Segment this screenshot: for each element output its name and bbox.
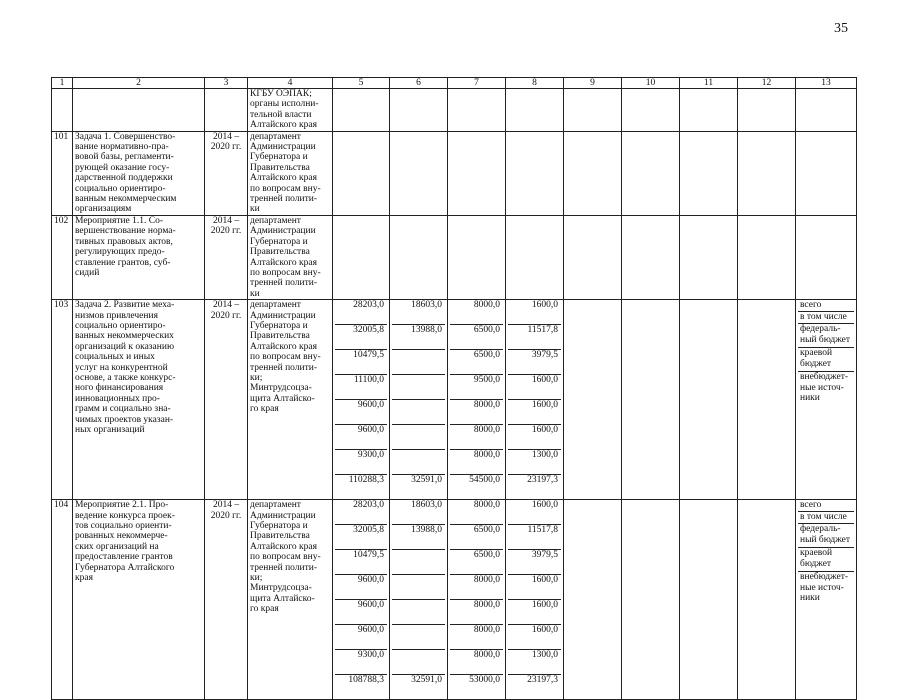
text-line: департамент	[250, 215, 301, 226]
funding-source-label	[798, 512, 854, 524]
value-column	[564, 500, 622, 700]
text-line: Администрации	[250, 226, 316, 237]
text-line: вовой базы, регламенти-	[75, 152, 174, 163]
header-row	[52, 78, 857, 89]
value-federal: 11517,8	[508, 325, 561, 350]
text-line: края	[75, 572, 93, 583]
value-regional: 6500,0	[450, 550, 503, 575]
text-line: по вопросам вну-	[250, 552, 321, 563]
text-line: 2014 –	[212, 215, 240, 226]
task-title	[73, 215, 205, 299]
text-line: департамент	[250, 131, 301, 142]
text-line: Правительства	[250, 162, 310, 173]
text-line: ных организаций	[75, 425, 145, 435]
value-regional: 10479,5	[335, 350, 387, 375]
value-column	[448, 300, 506, 500]
value-undefined: 108788,3	[348, 675, 384, 686]
value-undefined: 8000,0	[450, 625, 503, 650]
executor-cell	[248, 300, 333, 500]
value-federal: 32005,8	[335, 325, 387, 350]
text-line: по вопросам вну-	[250, 267, 321, 278]
value-federal: 11517,8	[508, 525, 561, 550]
value-total: 8000,0	[450, 500, 503, 525]
text-line: 2014 –	[212, 131, 240, 142]
text-line: организаций к оказанию	[75, 341, 175, 352]
text-line: щита Алтайско-	[250, 593, 315, 604]
value-undefined	[392, 650, 445, 675]
header-cell: 10	[622, 78, 680, 89]
value-column	[390, 300, 448, 500]
text-line: го края	[250, 604, 279, 615]
value-undefined: 1600,0	[508, 425, 561, 450]
text-line: бюджет	[800, 558, 832, 569]
value-federal: 13988,0	[392, 525, 445, 550]
text-line: Алтайского края	[250, 120, 318, 131]
value-undefined: 53000,0	[469, 675, 500, 686]
value-undefined: 8000,0	[450, 400, 503, 425]
text-line: департамент	[250, 300, 301, 311]
value-column	[506, 300, 564, 500]
text-line: ки	[250, 288, 260, 299]
text-line: социальных и иных	[75, 352, 155, 363]
text-line: предоставление грантов	[75, 552, 173, 563]
value-federal: 6500,0	[450, 525, 503, 550]
source-column	[796, 300, 857, 500]
text-line: Губернатора Алтайского	[75, 562, 175, 573]
text-line: социально ориентиро-	[75, 320, 166, 331]
text-line: социально ориентиро-	[75, 183, 166, 194]
value-extrabudget: 1600,0	[508, 375, 561, 400]
text-line: ный бюджет	[800, 534, 851, 545]
value-undefined: 8000,0	[450, 425, 503, 450]
text-line: Губернатора и	[250, 520, 308, 531]
value-regional: 3979,5	[508, 350, 561, 375]
text-line: 2014 –	[212, 500, 240, 511]
text-line: тренней полити-	[250, 362, 318, 373]
value-total: 18603,0	[392, 500, 445, 525]
value-undefined: 1600,0	[508, 625, 561, 650]
header-cell: 13	[796, 78, 857, 89]
text-line: ные источ-	[800, 582, 844, 593]
text-line: Губернатора и	[250, 320, 308, 331]
value-undefined: 9600,0	[335, 425, 387, 450]
value-regional: 6500,0	[450, 350, 503, 375]
text-line: ванных некоммерческих	[75, 331, 174, 342]
value-undefined: 9300,0	[335, 650, 387, 675]
value-column	[390, 500, 448, 700]
value-undefined: 9600,0	[335, 625, 387, 650]
value-extrabudget: 11100,0	[335, 375, 387, 400]
value-extrabudget	[392, 575, 445, 600]
text-line: ные источ-	[800, 382, 844, 393]
value-total: 28203,0	[335, 300, 387, 325]
text-line: тивных правовых актов,	[75, 236, 173, 247]
text-line: Правительства	[250, 531, 310, 542]
text-line: грамм и социально зна-	[75, 404, 171, 415]
header-cell: 8	[506, 78, 564, 89]
text-line: инновационных про-	[75, 393, 160, 404]
text-line: 2020 гг.	[210, 310, 242, 321]
value-undefined: 8000,0	[450, 450, 503, 475]
text-line: ный бюджет	[800, 334, 851, 345]
value-column	[564, 300, 622, 500]
value-column	[448, 500, 506, 700]
text-line: 2020 гг.	[210, 226, 242, 237]
text-line: регулирующих предо-	[75, 247, 165, 258]
value-regional: 3979,5	[508, 550, 561, 575]
value-undefined	[392, 625, 445, 650]
program-table	[51, 77, 857, 700]
value-federal: 6500,0	[450, 325, 503, 350]
text-line: органы исполни-	[250, 99, 319, 110]
text-line: 2014 –	[212, 300, 240, 311]
text-line: КГБУ ОЭПАК;	[250, 89, 312, 99]
row-number: 103	[52, 300, 73, 500]
value-column	[622, 300, 680, 500]
text-line: Губернатора и	[250, 152, 308, 163]
text-line: Правительства	[250, 331, 310, 342]
text-line: дарственной поддержки	[75, 173, 173, 184]
text-line: услуг на конкурентной	[75, 362, 168, 373]
value-extrabudget: 1600,0	[508, 575, 561, 600]
table-row-102	[52, 215, 857, 299]
text-line: щита Алтайско-	[250, 393, 315, 404]
value-undefined: 32591,0	[411, 675, 442, 686]
funding-source-label	[798, 324, 854, 348]
text-line: ники	[800, 392, 820, 403]
header-cell: 1	[52, 78, 73, 89]
value-undefined	[392, 450, 445, 475]
table-row-103	[52, 300, 857, 500]
text-line: тренней полити-	[250, 278, 318, 289]
header-cell: 2	[73, 78, 205, 89]
value-total: 18603,0	[392, 300, 445, 325]
header-cell: 7	[448, 78, 506, 89]
period-cell	[205, 131, 248, 215]
text-line: сидий	[75, 267, 100, 278]
text-line: организациям	[75, 204, 132, 215]
value-undefined: 1300,0	[508, 650, 561, 675]
text-line: 2020 гг.	[210, 142, 242, 153]
text-line: внебюджет-	[800, 372, 849, 383]
value-extrabudget: 9600,0	[335, 575, 387, 600]
value-column	[680, 500, 738, 700]
value-regional	[392, 350, 445, 375]
value-federal: 32005,8	[335, 525, 387, 550]
text-line: Минтрудсоцза-	[250, 383, 312, 394]
value-undefined: 8000,0	[450, 650, 503, 675]
value-regional: 10479,5	[335, 550, 387, 575]
text-line: в том числе	[800, 512, 847, 523]
value-column	[622, 500, 680, 700]
text-line: Алтайского края	[250, 541, 318, 552]
value-total: 8000,0	[450, 300, 503, 325]
period-cell	[205, 300, 248, 500]
row-number: 104	[52, 500, 73, 700]
value-undefined: 9600,0	[335, 400, 387, 425]
value-federal: 13988,0	[392, 325, 445, 350]
text-line: рованных некоммерче-	[75, 531, 168, 542]
text-line: тренней полити-	[250, 194, 318, 205]
text-line: ного финансирования	[75, 383, 164, 394]
text-line: ки;	[250, 372, 263, 383]
executor-cell	[248, 89, 333, 132]
text-line: всего	[800, 300, 822, 311]
funding-source-label	[798, 548, 854, 572]
text-line: внебюджет-	[800, 572, 849, 583]
text-line: ставление грантов, суб-	[75, 257, 171, 268]
value-total: 28203,0	[335, 500, 387, 525]
value-undefined	[392, 600, 445, 625]
header-cell: 6	[390, 78, 448, 89]
header-cell: 3	[205, 78, 248, 89]
source-column	[796, 500, 857, 700]
text-line: Губернатора и	[250, 236, 308, 247]
text-line: всего	[800, 500, 822, 511]
task-title	[73, 300, 205, 500]
text-line: Алтайского края	[250, 341, 318, 352]
text-line: чимых проектов указан-	[75, 414, 174, 425]
text-line: ванным некоммерческим	[75, 194, 177, 205]
text-line: краевой	[800, 348, 833, 359]
row-number: 102	[52, 215, 73, 299]
value-undefined	[392, 425, 445, 450]
funding-source-label	[798, 372, 854, 418]
table-row-104	[52, 500, 857, 700]
funding-source-label	[798, 500, 854, 512]
value-extrabudget	[392, 375, 445, 400]
executor-cell	[248, 215, 333, 299]
value-column	[333, 300, 390, 500]
text-line: Алтайского края	[250, 173, 318, 184]
text-line: по вопросам вну-	[250, 352, 321, 363]
period-cell	[205, 500, 248, 700]
text-line: департамент	[250, 500, 301, 511]
text-line: Задача 2. Развитие меха-	[75, 300, 175, 311]
page-number: 35	[834, 21, 848, 36]
funding-source-label	[798, 524, 854, 548]
text-line: го края	[250, 404, 279, 415]
value-total: 1600,0	[508, 300, 561, 325]
text-line: Администрации	[250, 510, 316, 521]
header-cell: 11	[680, 78, 738, 89]
value-extrabudget: 9500,0	[450, 375, 503, 400]
value-undefined: 23197,3	[527, 475, 558, 486]
table-row-continuation	[52, 89, 857, 132]
value-column	[680, 300, 738, 500]
header-cell: 9	[564, 78, 622, 89]
text-line: вершенствование норма-	[75, 226, 176, 237]
task-title	[73, 131, 205, 215]
text-line: Алтайского края	[250, 257, 318, 268]
text-line: в том числе	[800, 312, 847, 323]
text-line: рующей оказание госу-	[75, 162, 170, 173]
value-extrabudget: 8000,0	[450, 575, 503, 600]
value-undefined: 1600,0	[508, 400, 561, 425]
text-line: ники	[800, 592, 820, 603]
text-line: федераль-	[800, 524, 841, 535]
funding-source-label	[798, 300, 854, 312]
text-line: Мероприятие 1.1. Со-	[75, 215, 164, 226]
text-line: Мероприятие 2.1. Про-	[75, 500, 169, 511]
executor-cell	[248, 131, 333, 215]
text-line: тренней полити-	[250, 562, 318, 573]
header-cell: 12	[738, 78, 796, 89]
text-line: вание нормативно-пра-	[75, 142, 169, 153]
text-line: тельной власти	[250, 109, 312, 120]
text-line: Минтрудсоцза-	[250, 583, 312, 594]
value-undefined: 110288,3	[348, 475, 384, 486]
text-line: Администрации	[250, 310, 316, 321]
value-column	[738, 500, 796, 700]
value-column	[506, 500, 564, 700]
funding-source-label	[798, 312, 854, 324]
value-column	[333, 500, 390, 700]
text-line: тов социально ориенти-	[75, 520, 172, 531]
text-line: низмов привлечения	[75, 310, 158, 321]
text-line: Администрации	[250, 142, 316, 153]
text-line: основе, а также конкурс-	[75, 372, 176, 383]
value-undefined: 1300,0	[508, 450, 561, 475]
text-line: 2020 гг.	[210, 510, 242, 521]
header-cell: 4	[248, 78, 333, 89]
header-cell: 5	[333, 78, 390, 89]
executor-cell	[248, 500, 333, 700]
period-cell	[205, 215, 248, 299]
value-total: 1600,0	[508, 500, 561, 525]
value-undefined: 23197,3	[527, 675, 558, 686]
text-line: ки;	[250, 572, 263, 583]
text-line: Правительства	[250, 247, 310, 258]
funding-source-label	[798, 572, 854, 618]
text-line: краевой	[800, 548, 833, 559]
table-row-101	[52, 131, 857, 215]
value-undefined	[392, 400, 445, 425]
text-line: ских организаций на	[75, 541, 159, 552]
value-regional	[392, 550, 445, 575]
funding-source-label	[798, 348, 854, 372]
text-line: бюджет	[800, 358, 832, 369]
value-undefined: 54500,0	[469, 475, 500, 486]
value-undefined: 1600,0	[508, 600, 561, 625]
value-undefined: 9300,0	[335, 450, 387, 475]
text-line: Задача 1. Совершенство-	[75, 131, 176, 142]
value-column	[738, 300, 796, 500]
text-line: по вопросам вну-	[250, 183, 321, 194]
value-undefined: 9600,0	[335, 600, 387, 625]
text-line: ки	[250, 204, 260, 215]
text-line: ведение конкурса проек-	[75, 510, 175, 521]
value-undefined: 32591,0	[411, 475, 442, 486]
value-undefined: 8000,0	[450, 600, 503, 625]
task-title	[73, 500, 205, 700]
text-line: федераль-	[800, 324, 841, 335]
row-number: 101	[52, 131, 73, 215]
